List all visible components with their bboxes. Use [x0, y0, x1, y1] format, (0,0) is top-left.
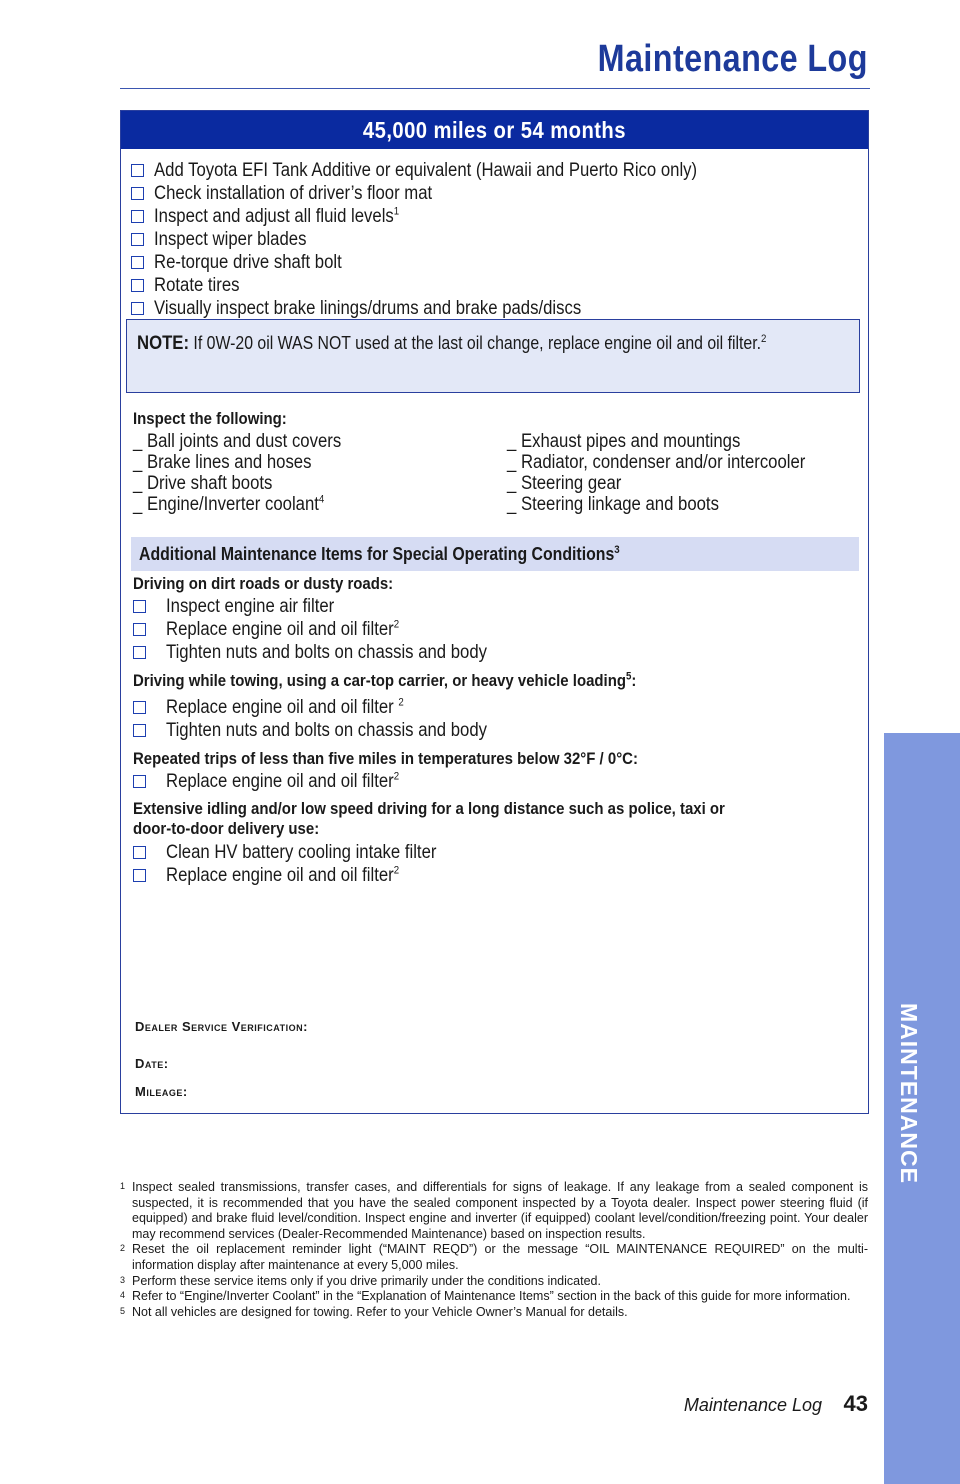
inspect-list-left	[133, 431, 370, 515]
footnote-ref: 2	[393, 770, 400, 783]
checkbox-icon[interactable]	[131, 279, 144, 292]
condition-heading: Extensive idling and/or low speed driving for a long distance such as police, taxi or door-to-door delivery use:	[133, 799, 725, 838]
inspect-item: _ Brake lines and hoses	[133, 452, 312, 473]
footnote: 2 Reset the oil replacement reminder light (“MAINT REQD”) or the message “OIL MAINTENANCE REQUIRED” on the multi-information display after maintenance at every 5,000 miles.	[120, 1242, 868, 1272]
footnotes	[120, 1180, 868, 1320]
condition-item: Inspect engine air filter	[131, 595, 531, 618]
task-item: Add Toyota EFI Tank Additive or equivalent (Hawaii and Puerto Rico only)	[131, 159, 861, 182]
footnote: 1 Inspect sealed transmissions, transfer cases, and differentials for signs of leakage. If any leakage from a sealed component is suspected, it is recommended that you have the sealed component inspected by a Toyota dealer. Inspect power steering fluid (if equipped) and brake fluid level/condition. Inspect engine and inverter (if equipped) coolant level/condition/freezing point. Your dealer may recommend services (Dealer-Recommended Maintenance) based on inspection results.	[120, 1180, 868, 1241]
footnote-ref: 2	[393, 864, 400, 877]
inspect-item: _ Drive shaft boots	[133, 473, 273, 494]
condition-item: Replace engine oil and oil filter$^2$	[131, 770, 431, 793]
inspect-item: _ Ball joints and dust covers	[133, 431, 342, 452]
dealer-verification-label: Dealer Service Verification:	[135, 1019, 308, 1034]
footnote-ref: 5	[625, 670, 632, 683]
task-item: Inspect wiper blades	[131, 228, 861, 251]
condition-item: Replace engine oil and oil filter$^2$	[131, 864, 473, 887]
condition-heading: Driving on dirt roads or dusty roads:	[133, 574, 394, 593]
condition-heading: Repeated trips of less than five miles in temperatures below 32°F / 0°C:	[133, 749, 638, 768]
maintenance-log-box	[120, 110, 869, 1114]
section-tab	[884, 733, 960, 1484]
footnote: 4 Refer to “Engine/Inverter Coolant” in the “Explanation of Maintenance Items” section in the back of this guide for more information.	[120, 1289, 851, 1304]
checkbox-icon[interactable]	[133, 869, 146, 882]
condition-items	[131, 595, 531, 664]
footnote: 5 Not all vehicles are designed for towing. Refer to your Vehicle Owner’s Manual for details.	[120, 1304, 628, 1319]
checkbox-icon[interactable]	[133, 775, 146, 788]
task-item: Check installation of driver’s floor mat	[131, 182, 861, 205]
checkbox-icon[interactable]	[133, 724, 146, 737]
section-tab-label: MAINTENANCE	[896, 1003, 922, 1184]
page-title: Maintenance Log	[597, 38, 868, 80]
interval-banner	[121, 111, 868, 149]
date-label: Date:	[135, 1056, 169, 1071]
task-item: Rotate tires	[131, 274, 861, 297]
checkbox-icon[interactable]	[133, 701, 146, 714]
task-item: Inspect and adjust all fluid levels$^1$	[131, 205, 861, 228]
footnote-ref: 2	[393, 618, 400, 631]
checkbox-icon[interactable]	[131, 302, 144, 315]
inspect-item: _ Engine/Inverter coolant$^4$	[133, 493, 325, 515]
condition-items	[131, 696, 531, 742]
additional-maintenance-header: Additional Maintenance Items for Special Operating Conditions$^3$	[131, 537, 859, 571]
footer-section-label: Maintenance Log	[683, 1395, 822, 1415]
inspect-item: _ Steering linkage and boots	[507, 494, 719, 515]
title-divider	[120, 88, 870, 89]
inspect-item: _ Radiator, condenser and/or intercooler	[507, 452, 806, 473]
task-item: Re-torque drive shaft bolt	[131, 251, 861, 274]
checkbox-icon[interactable]	[131, 256, 144, 269]
checkbox-icon[interactable]	[131, 210, 144, 223]
condition-item: Tighten nuts and bolts on chassis and body	[131, 719, 531, 742]
footnote-ref: 3	[614, 544, 620, 556]
mileage-label: Mileage:	[135, 1084, 188, 1099]
condition-item: Replace engine oil and oil filter $^2$	[131, 696, 531, 719]
footnote-ref: 2	[761, 333, 767, 345]
checkbox-icon[interactable]	[133, 646, 146, 659]
condition-item: Replace engine oil and oil filter$^2$	[131, 618, 531, 641]
task-item: Visually inspect brake linings/drums and brake pads/discs	[131, 297, 861, 320]
inspect-item: _ Steering gear	[507, 473, 622, 494]
condition-item: Tighten nuts and bolts on chassis and body	[131, 641, 531, 664]
note-text: If 0W-20 oil WAS NOT used at the last oil change, replace engine oil and oil filter.	[193, 333, 762, 353]
inspect-list-right	[507, 431, 846, 515]
condition-items	[131, 770, 431, 793]
condition-item: Clean HV battery cooling intake filter	[131, 841, 473, 864]
footnote-ref: 4	[318, 493, 325, 506]
condition-heading: Driving while towing, using a car-top carrier, or heavy vehicle loading$^5$:	[133, 670, 637, 690]
checkbox-icon[interactable]	[133, 623, 146, 636]
footnote-ref: 2	[398, 696, 404, 709]
checkbox-icon[interactable]	[133, 846, 146, 859]
footnote: 3 Perform these service items only if you drive primarily under the conditions indicated.	[120, 1273, 601, 1288]
task-list	[131, 159, 861, 320]
inspect-item: _ Exhaust pipes and mountings	[507, 431, 741, 452]
checkbox-icon[interactable]	[131, 164, 144, 177]
checkbox-icon[interactable]	[131, 187, 144, 200]
page-number: 43	[843, 1391, 868, 1416]
oil-note	[126, 319, 860, 393]
condition-items	[131, 841, 473, 887]
note-label: NOTE:	[137, 333, 190, 354]
footnote-ref: 1	[393, 205, 400, 218]
interval-title: 45,000 miles or 54 months	[362, 117, 626, 143]
checkbox-icon[interactable]	[133, 600, 146, 613]
inspect-heading: Inspect the following:	[133, 409, 287, 428]
checkbox-icon[interactable]	[131, 233, 144, 246]
